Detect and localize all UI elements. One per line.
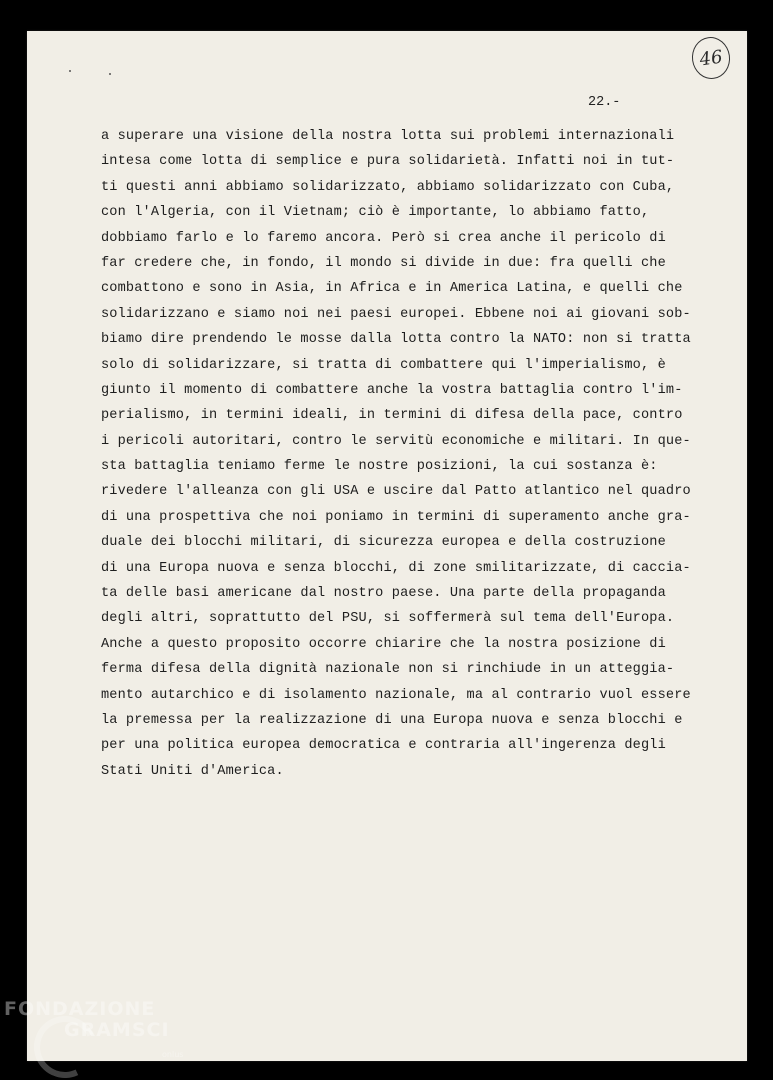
text-line: dobbiamo farlo e lo faremo ancora. Però si crea anche il pericolo di xyxy=(101,230,666,246)
text-line: Stati Uniti d'America. xyxy=(101,763,284,779)
ink-speck xyxy=(109,73,111,75)
document-page xyxy=(27,31,747,1061)
text-line: ti questi anni abbiamo solidarizzato, abbiamo solidarizzato con Cuba, xyxy=(101,179,675,195)
text-line: a superare una visione della nostra lotta sui problemi internazionali xyxy=(101,129,675,144)
text-line: duale dei blocchi militari, di sicurezza europea e della costruzione xyxy=(101,535,666,551)
text-line: i pericoli autoritari, contro le servitù economiche e militari. In que- xyxy=(101,433,691,449)
text-line: per una politica europea democratica e contraria all'ingerenza degli xyxy=(101,738,666,754)
text-line: di una prospettiva che noi poniamo in termini di superamento anche gra- xyxy=(101,509,691,525)
text-line: mento autarchico e di isolamento nazionale, ma al contrario vuol essere xyxy=(101,687,691,703)
text-line: rivedere l'alleanza con gli USA e uscire dal Patto atlantico nel quadro xyxy=(101,484,691,500)
typed-page-number: 22.- xyxy=(588,95,621,110)
text-line: perialismo, in termini ideali, in termini di difesa della pace, contro xyxy=(101,408,683,424)
text-line: con l'Algeria, con il Vietnam; ciò è importante, lo abbiamo fatto, xyxy=(101,205,650,221)
watermark-line1: FONDAZIONE xyxy=(4,998,156,1020)
text-line: ta delle basi americane dal nostro paese. Una parte della propaganda xyxy=(101,586,666,602)
text-line: biamo dire prendendo le mosse dalla lotta contro la NATO: non si tratta xyxy=(101,332,691,348)
text-line: di una Europa nuova e senza blocchi, di zone smilitarizzate, di caccia- xyxy=(101,560,691,576)
watermark-sub: onlus xyxy=(162,1050,184,1059)
fondazione-gramsci-watermark xyxy=(4,994,204,1074)
text-line: la premessa per la realizzazione di una Europa nuova e senza blocchi e xyxy=(101,712,683,728)
archive-page-number-text: 46 xyxy=(698,46,724,70)
text-line: Anche a questo proposito occorre chiarire che la nostra posizione di xyxy=(101,636,666,652)
text-line: solidarizzano e siamo noi nei paesi europei. Ebbene noi ai giovani sob- xyxy=(101,306,691,322)
text-line: giunto il momento di combattere anche la vostra battaglia contro l'im- xyxy=(101,382,683,398)
text-line: solo di solidarizzare, si tratta di combattere qui l'imperialismo, è xyxy=(101,357,666,373)
text-line: ferma difesa della dignità nazionale non si rinchiude in un atteggia- xyxy=(101,662,675,678)
text-line: far credere che, in fondo, il mondo si divide in due: fra quelli che xyxy=(101,255,666,271)
text-line: intesa come lotta di semplice e pura solidarietà. Infatti noi in tut- xyxy=(101,154,675,170)
archive-page-number xyxy=(689,35,732,82)
ink-speck xyxy=(69,70,71,72)
text-line: degli altri, soprattutto del PSU, si soffermerà sul tema dell'Europa. xyxy=(101,611,675,627)
typed-body-text xyxy=(101,124,721,784)
text-line: combattono e sono in Asia, in Africa e in America Latina, e quelli che xyxy=(101,281,683,297)
watermark-line2: GRAMSCI xyxy=(64,1019,170,1041)
text-line: sta battaglia teniamo ferme le nostre posizioni, la cui sostanza è: xyxy=(101,459,658,475)
